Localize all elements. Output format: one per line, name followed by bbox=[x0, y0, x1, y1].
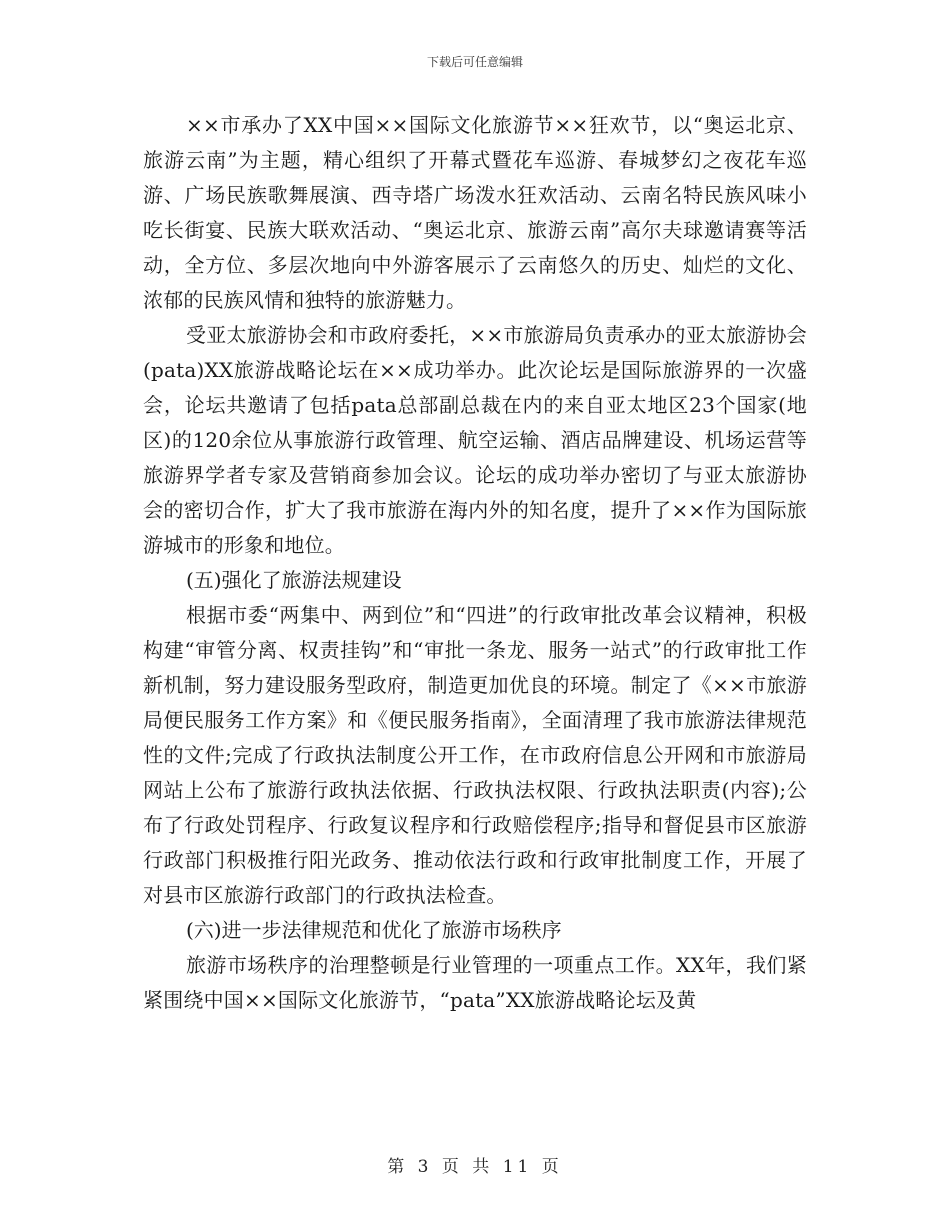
paragraph-festival: ××市承办了XX中国××国际文化旅游节××狂欢节，以“奥运北京、旅游云南”为主题，精心组织了开幕式暨花车巡游、春城梦幻之夜花车巡游、广场民族歌舞展演、西寺塔广场泼水狂欢活动、云南名特民族风味小吃长街宴、民族大联欢活动、“奥运北京、旅游云南”高尔夫球邀请赛等活动，全方位、多层次地向中外游客展示了云南悠久的历史、灿烂的文化、浓郁的民族风情和独特的旅游魅力。 bbox=[143, 113, 807, 312]
paragraph-pata-forum: 受亚太旅游协会和市政府委托，××市旅游局负责承办的亚太旅游协会(pata)XX旅游战略论坛在××成功举办。此次论坛是国际旅游界的一次盛会，论坛共邀请了包括pata总部副总裁在内的来自亚太地区23个国家(地区)的120余位从事旅游行政管理、航空运输、酒店品牌建设、机场运营等旅游界学者专家及营销商参加会议。论坛的成功举办密切了与亚太旅游协会的密切合作，扩大了我市旅游在海内外的知名度，提升了××作为国际旅游城市的形象和地位。 bbox=[143, 323, 807, 557]
page-number: 第 3 页 共 11 页 bbox=[387, 1157, 563, 1177]
document-body bbox=[143, 108, 807, 1018]
paragraph-regulation: 根据市委“两集中、两到位”和“四进”的行政审批改革会议精神，积极构建“审管分离、权责挂钩”和“审批一条龙、服务一站式”的行政审批工作新机制，努力建设服务型政府，制造更加优良的环境。制定了《××市旅游局便民服务工作方案》和《便民服务指南》，全面清理了我市旅游法律规范性的文件;完成了行政执法制度公开工作，在市政府信息公开网和市旅游局网站上公布了旅游行政执法依据、行政执法权限、行政执法职责(内容);公布了行政处罚程序、行政复议程序和行政赔偿程序;指导和督促县市区旅游行政部门积极推行阳光政务、推动依法行政和行政审批制度工作，开展了对县市区旅游行政部门的行政执法检查。 bbox=[143, 603, 807, 907]
page-header-note: 下载后可任意编辑 bbox=[426, 55, 523, 69]
section-heading-6: (六)进一步法律规范和优化了旅游市场秩序 bbox=[186, 918, 562, 942]
section-heading-5: (五)强化了旅游法规建设 bbox=[186, 568, 402, 592]
paragraph-market-order: 旅游市场秩序的治理整顿是行业管理的一项重点工作。XX年，我们紧紧围绕中国××国际文化旅游节，“pata”XX旅游战略论坛及黄 bbox=[143, 953, 807, 1012]
